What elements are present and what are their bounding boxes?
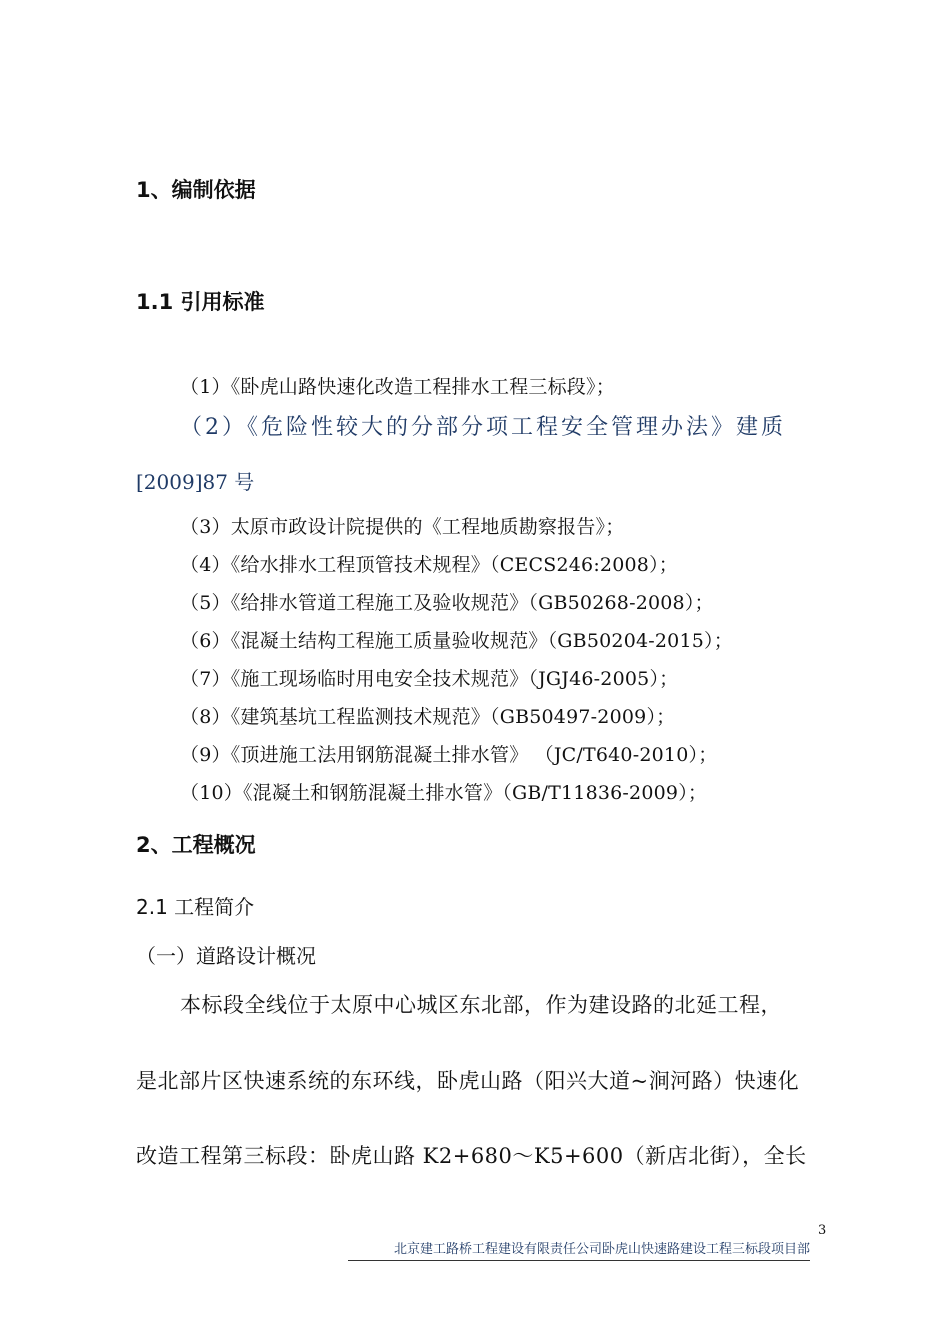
body-paragraph-line-3: 改造工程第三标段：卧虎山路 K2+680～K5+600（新店北街），全长 (136, 1144, 807, 1168)
section-2-1-heading: 2.1 工程简介 (136, 895, 255, 919)
reference-item-2: （2）《危险性较大的分部分项工程安全管理办法》建质 (180, 415, 786, 440)
reference-item-10: （10）《混凝土和钢筋混凝土排水管》（GB/T11836-2009）； (180, 782, 708, 804)
page-number: 3 (818, 1223, 827, 1238)
reference-item-3: （3）太原市政设计院提供的《工程地质勘察报告》； (180, 516, 625, 538)
footer-organization: 北京建工路桥工程建设有限责任公司卧虎山快速路建设工程三标段项目部 (393, 1242, 810, 1257)
reference-item-7: （7）《施工现场临时用电安全技术规范》（JGJ46-2005）； (180, 668, 679, 690)
body-paragraph-line-1: 本标段全线位于太原中心城区东北部，作为建设路的北延工程， (180, 993, 782, 1017)
reference-item-8: （8）《建筑基坑工程监测技术规范》（GB50497-2009）； (180, 706, 676, 728)
reference-item-5: （5）《给排水管道工程施工及验收规范》（GB50268-2008）； (180, 592, 714, 614)
reference-item-4: （4）《给水排水工程顶管技术规程》（CECS246:2008）； (180, 554, 678, 576)
body-paragraph-line-2: 是北部片区快速系统的东环线，卧虎山路（阳兴大道~涧河路）快速化 (136, 1069, 800, 1093)
reference-item-9: （9）《顶进施工法用钢筋混凝土排水管》 （JC/T640-2010）； (180, 744, 718, 766)
road-design-overview-heading: （一）道路设计概况 (136, 944, 316, 968)
section-2-heading: 2、工程概况 (136, 833, 256, 857)
reference-item-1: （1）《卧虎山路快速化改造工程排水工程三标段》； (180, 376, 615, 398)
footer-divider (348, 1260, 810, 1261)
section-1-1-heading: 1.1 引用标准 (136, 290, 265, 314)
reference-item-2-continued: [2009]87 号 (136, 470, 255, 494)
reference-item-6: （6）《混凝土结构工程施工质量验收规范》（GB50204-2015）； (180, 630, 733, 652)
section-1-heading: 1、编制依据 (136, 178, 256, 202)
